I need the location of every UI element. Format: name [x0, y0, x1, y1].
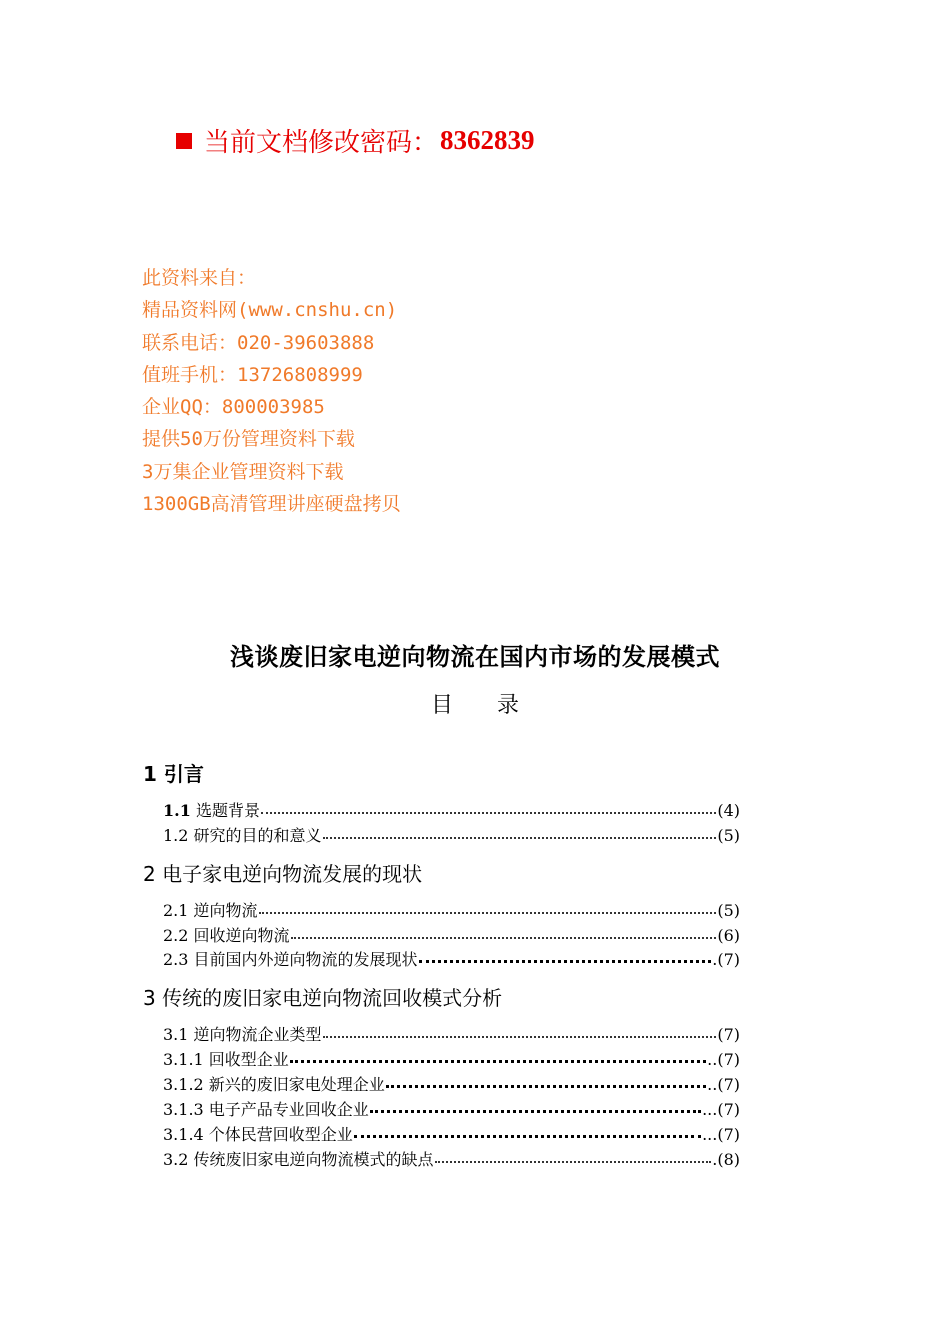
source-line: 1300GB高清管理讲座硬盘拷贝: [142, 493, 401, 516]
toc-entry-label: 3.1.4 个体民营回收型企业: [163, 1125, 353, 1144]
toc-leader: [354, 1135, 701, 1138]
red-square-icon: [176, 133, 192, 149]
toc-entry[interactable]: [163, 823, 740, 846]
source-line: 3万集企业管理资料下载: [142, 460, 344, 483]
toc-page-number: ..(7): [707, 1050, 740, 1069]
toc-entry[interactable]: [163, 1147, 740, 1170]
toc-page-number: (4): [717, 801, 740, 820]
toc-section-3: 3 传统的废旧家电逆向物流回收模式分析: [143, 986, 503, 1010]
toc-entry-label: 3.1.3 电子产品专业回收企业: [163, 1100, 369, 1119]
toc-entry-label: 3.1 逆向物流企业类型: [163, 1025, 322, 1044]
toc-page-number: .(8): [712, 1150, 740, 1169]
toc-entry[interactable]: [163, 1122, 740, 1145]
toc-page-number: (5): [717, 826, 740, 845]
toc-page-number: (7): [717, 1025, 740, 1044]
password-notice-text: 当前文档修改密码：: [204, 128, 439, 158]
toc-entry[interactable]: [163, 898, 740, 921]
toc-leader: [323, 1036, 717, 1038]
password-code: 8362839: [440, 125, 535, 155]
toc-leader: [259, 912, 717, 914]
toc-leader: [261, 812, 716, 814]
toc-page-number: (5): [717, 901, 740, 920]
toc-page-number: .(7): [712, 950, 740, 969]
toc-entry-title: 选题背景: [195, 801, 260, 820]
password-notice: [176, 122, 535, 159]
toc-heading-char: 录: [497, 693, 520, 718]
source-line-phone: 联系电话：020-39603888: [142, 331, 375, 354]
source-line: 提供50万份管理资料下载: [142, 428, 355, 451]
source-info-block: [142, 262, 401, 520]
document-title: 浅谈废旧家电逆向物流在国内市场的发展模式: [230, 643, 720, 671]
toc-section-number: 1: [143, 762, 157, 786]
toc-page-number: ...(7): [702, 1100, 740, 1119]
toc-section-title: 引言: [163, 762, 204, 786]
toc-entry-label: 3.2 传统废旧家电逆向物流模式的缺点: [163, 1150, 434, 1169]
toc-section-2: 2 电子家电逆向物流发展的现状: [143, 862, 423, 886]
toc-entry[interactable]: [163, 1097, 740, 1120]
toc-entry-label: 2.1 逆向物流: [163, 901, 258, 920]
toc-heading-char: 目: [430, 693, 453, 718]
toc-entry-label: 2.3 目前国内外逆向物流的发展现状: [163, 950, 418, 969]
toc-leader: [435, 1161, 712, 1163]
toc-section-1: [143, 758, 204, 787]
source-line: 此资料来自：: [142, 267, 257, 289]
toc-leader: [323, 837, 717, 839]
toc-page-number: ..(7): [707, 1075, 740, 1094]
toc-entry-label: 2.2 回收逆向物流: [163, 926, 290, 945]
toc-entry[interactable]: [163, 1072, 740, 1095]
toc-leader: [290, 1060, 706, 1063]
toc-leader: [291, 937, 717, 939]
toc-heading: [0, 688, 950, 719]
toc-leader: [419, 960, 712, 963]
source-line-mobile: 值班手机：13726808999: [142, 363, 363, 386]
toc-entry-number: 1.1: [163, 801, 191, 820]
toc-entry-label: 3.1.1 回收型企业: [163, 1050, 289, 1069]
toc-entry[interactable]: [163, 1047, 740, 1070]
toc-leader: [370, 1110, 701, 1113]
toc-leader: [386, 1085, 706, 1088]
toc-entry[interactable]: [163, 1022, 740, 1045]
toc-entry[interactable]: [163, 947, 740, 970]
toc-page-number: ...(7): [702, 1125, 740, 1144]
source-line-website: 精品资料网(www.cnshu.cn): [142, 299, 398, 322]
toc-entry-label: 1.2 研究的目的和意义: [163, 826, 322, 845]
toc-entry-label: 3.1.2 新兴的废旧家电处理企业: [163, 1075, 385, 1094]
toc-page-number: (6): [717, 926, 740, 945]
toc-entry[interactable]: [163, 923, 740, 946]
source-line-qq: 企业QQ：800003985: [142, 396, 325, 419]
toc-entry[interactable]: [163, 798, 740, 821]
